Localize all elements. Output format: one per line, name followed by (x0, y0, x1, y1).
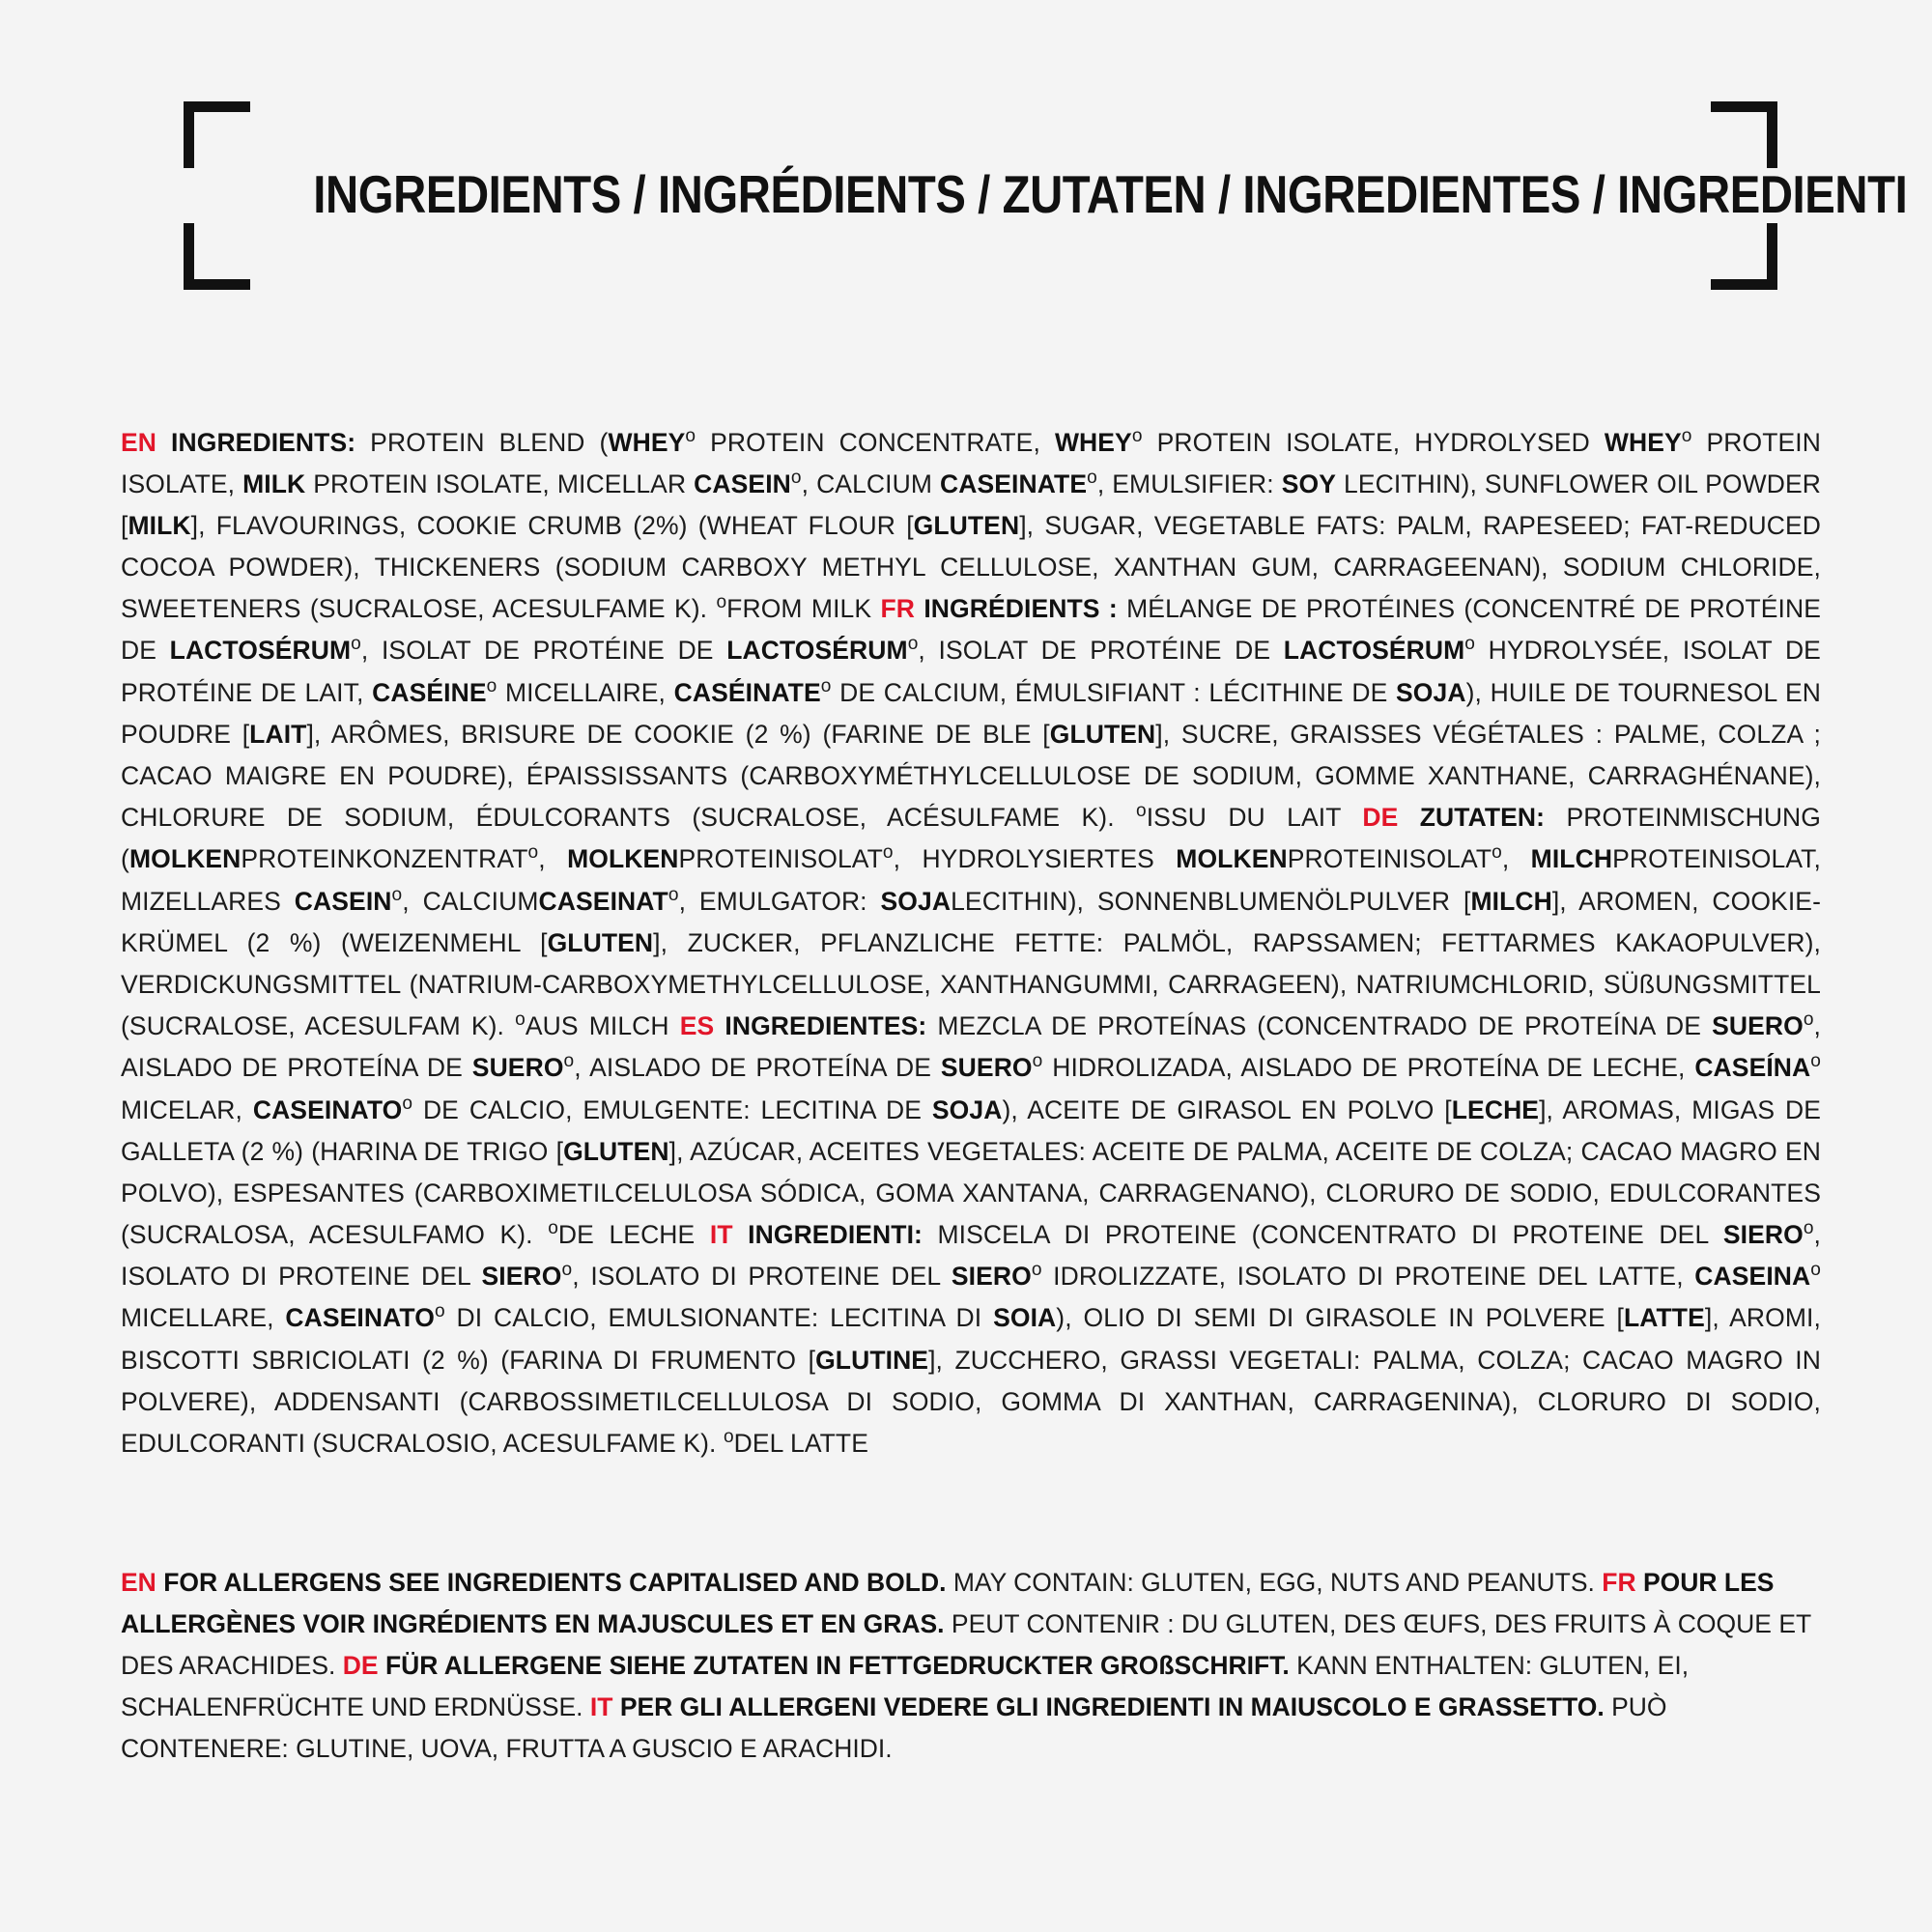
page-title-text: INGREDIENTS / INGRÉDIENTS / ZUTATEN / INGREDIENTES / INGREDIENTI (313, 163, 1908, 224)
page-title (184, 163, 1908, 224)
allergens-section (121, 1536, 1821, 1796)
bracket-corner-top-right-icon (1711, 101, 1777, 168)
title-block (184, 101, 1908, 290)
bracket-corner-top-left-icon (184, 101, 250, 168)
allergens-paragraph: EN FOR ALLERGENS SEE INGREDIENTS CAPITALISED AND BOLD. MAY CONTAIN: GLUTEN, EGG, NUTS AND PEANUTS. FR POUR LES ALLERGÈNES VOIR INGRÉDIENTS EN MAJUSCULES ET EN GRAS. PEUT CONTENIR : DU GLUTEN, DES ŒUFS, DES FRUITS À COQUE ET DES ARACHIDES. DE FÜR ALLERGENE SIEHE ZUTATEN IN FETTGEDRUCKTER GROßSCHRIFT. KANN ENTHALTEN: GLUTEN, EI, SCHALENFRÜCHTE UND ERDNÜSSE. IT PER GLI ALLERGENI VEDERE GLI INGREDIENTI IN MAIUSCOLO E GRASSETTO. PUÒ CONTENERE: GLUTINE, UOVA, FRUTTA A GUSCIO E ARACHIDI. (121, 1567, 1811, 1764)
ingredients-paragraph: EN INGREDIENTS: PROTEIN BLEND (WHEY$^o$ PROTEIN CONCENTRATE, WHEY$^o$ PROTEIN ISOLATE, HYDROLYSED WHEY$^o$ PROTEIN ISOLATE, MILK PROTEIN ISOLATE, MICELLAR CASEIN$^o$, CALCIUM CASEINATE$^o$, EMULSIFIER: SOY LECITHIN), SUNFLOWER OIL POWDER [MILK], FLAVOURINGS, COOKIE CRUMB (2%) (WHEAT FLOUR [GLUTEN], SUGAR, VEGETABLE FATS: PALM, RAPESEED; FAT-REDUCED COCOA POWDER), THICKENERS (SODIUM CARBOXY METHYL CELLULOSE, XANTHAN GUM, CARRAGEENAN), SODIUM CHLORIDE, SWEETENERS (SUCRALOSE, ACESULFAME K). $^o$FROM MILK FR INGRÉDIENTS : MÉLANGE DE PROTÉINES (CONCENTRÉ DE PROTÉINE DE LACTOSÉRUM$^o$, ISOLAT DE PROTÉINE DE LACTOSÉRUM$^o$, ISOLAT DE PROTÉINE DE LACTOSÉRUM$^o$ HYDROLYSÉE, ISOLAT DE PROTÉINE DE LAIT, CASÉINE$^o$ MICELLAIRE, CASÉINATE$^o$ DE CALCIUM, ÉMULSIFIANT : LÉCITHINE DE SOJA), HUILE DE TOURNESOL EN POUDRE [LAIT], ARÔMES, BRISURE DE COOKIE (2 %) (FARINE DE BLE [GLUTEN], SUCRE, GRAISSES VÉGÉTALES : PALME, COLZA ; CACAO MAIGRE EN POUDRE), ÉPAISSISSANTS (CARBOXYMÉTHYLCELLULOSE DE SODIUM, GOMME XANTHANE, CARRAGHÉNANE), CHLORURE DE SODIUM, ÉDULCORANTS (SUCRALOSE, ACÉSULFAME K). $^o$ISSU DU LAIT DE ZUTATEN: PROTEINMISCHUNG (MOLKENPROTEINKONZENTRAT$^o$, MOLKENPROTEINISOLAT$^o$, HYDROLYSIERTES MOLKENPROTEINISOLAT$^o$, MILCHPROTEINISOLAT, MIZELLARES CASEIN$^o$, CALCIUMCASEINAT$^o$, EMULGATOR: SOJALECITHIN), SONNENBLUMENÖLPULVER [MILCH], AROMEN, COOKIE-KRÜMEL (2 %) (WEIZENMEHL [GLUTEN], ZUCKER, PFLANZLICHE FETTE: PALMÖL, RAPSSAMEN; FETTARMES KAKAOPULVER), VERDICKUNGSMITTEL (NATRIUM-CARBOXYMETHYLCELLULOSE, XANTHANGUMMI, CARRAGEEN), NATRIUMCHLORID, SÜßUNGSMITTEL (SUCRALOSE, ACESULFAM K). $^o$AUS MILCH ES INGREDIENTES: MEZCLA DE PROTEÍNAS (CONCENTRADO DE PROTEÍNA DE SUERO$^o$, AISLADO DE PROTEÍNA DE SUERO$^o$, AISLADO DE PROTEÍNA DE SUERO$^o$ HIDROLIZADA, AISLADO DE PROTEÍNA DE LECHE, CASEÍNA$^o$ MICELAR, CASEINATO$^o$ DE CALCIO, EMULGENTE: LECITINA DE SOJA), ACEITE DE GIRASOL EN POLVO [LECHE], AROMAS, MIGAS DE GALLETA (2 %) (HARINA DE TRIGO [GLUTEN], AZÚCAR, ACEITES VEGETALES: ACEITE DE PALMA, ACEITE DE COLZA; CACAO MAGRO EN POLVO), ESPESANTES (CARBOXIMETILCELULOSA SÓDICA, GOMA XANTANA, CARRAGENANO), CLORURO DE SODIO, EDULCORANTES (SUCRALOSA, ACESULFAMO K). $^o$DE LECHE IT INGREDIENTI: MISCELA DI PROTEINE (CONCENTRATO DI PROTEINE DEL SIERO$^o$, ISOLATO DI PROTEINE DEL SIERO$^o$, ISOLATO DI PROTEINE DEL SIERO$^o$ IDROLIZZATE, ISOLATO DI PROTEINE DEL LATTE, CASEINA$^o$ MICELLARE, CASEINATO$^o$ DI CALCIO, EMULSIONANTE: LECITINA DI SOIA), OLIO DI SEMI DI GIRASOLE IN POLVERE [LATTE], AROMI, BISCOTTI SBRICIOLATI (2 %) (FARINA DI FRUMENTO [GLUTINE], ZUCCHERO, GRASSI VEGETALI: PALMA, COLZA; CACAO MAGRO IN POLVERE), ADDENSANTI (CARBOSSIMETILCELLULOSA DI SODIO, GOMMA DI XANTHAN, CARRAGENINA), CLORURO DI SODIO, EDULCORANTI (SUCRALOSIO, ACESULFAME K). $^o$DEL LATTE (121, 425, 1822, 1458)
bracket-corner-bottom-left-icon (184, 223, 250, 290)
bracket-corner-bottom-right-icon (1711, 223, 1777, 290)
ingredients-section (121, 396, 1821, 1491)
